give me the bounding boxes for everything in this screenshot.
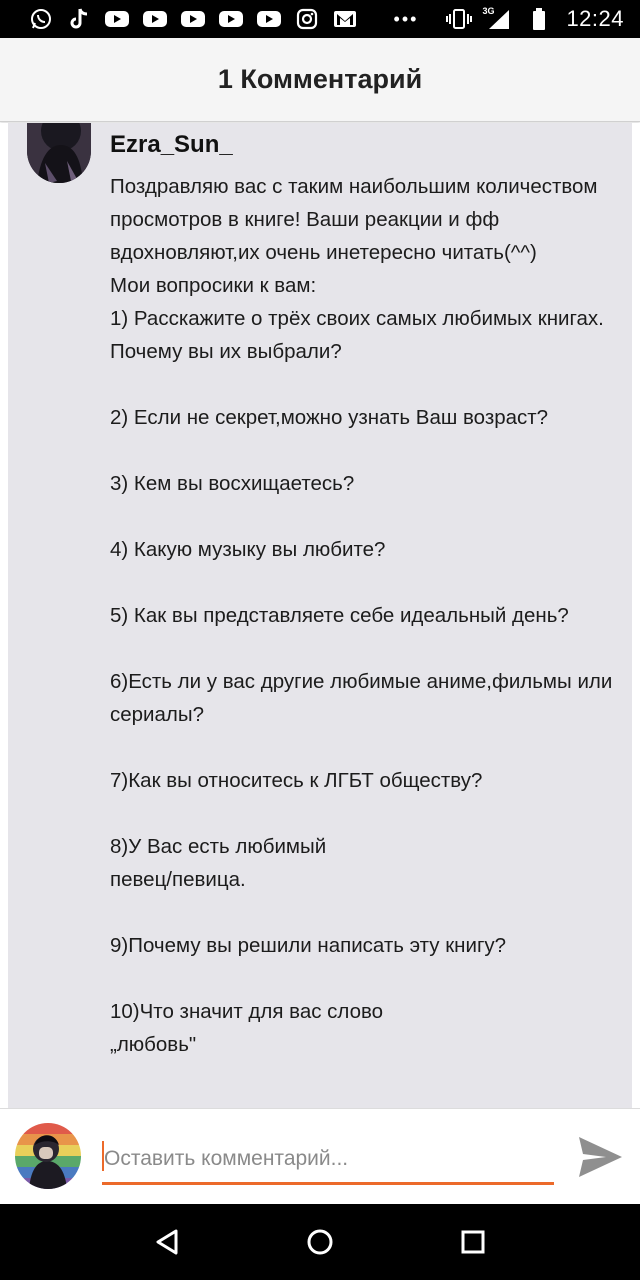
youtube-icon xyxy=(180,8,206,30)
comment-item xyxy=(8,123,632,1108)
youtube-icon xyxy=(104,8,130,30)
youtube-icon xyxy=(218,8,244,30)
battery-icon xyxy=(526,8,552,30)
tiktok-icon xyxy=(66,8,92,30)
home-button[interactable] xyxy=(300,1222,340,1262)
home-icon xyxy=(306,1228,334,1256)
comment-text: Поздравляю вас с таким наибольшим количеством просмотров в книге! Ваши реакции и фф вдохновляют,их очень инетересно читать(^^) Мои вопросики к вам: 1) Расскажите о трёх своих самых любимых книгах. Почему вы их выбрали? 2) Если не секрет,можно узнать Ваш возраст? 3) Кем вы восхищаетесь? 4) Какую музыку вы любите? 5) Как вы представляете себе идеальный день? 6)Есть ли у вас другие любимые аниме,фильмы или сериалы? 7)Как вы относитесь к ЛГБТ обществу? 8)У Вас есть любимый певец/певица. 9)Почему вы решили написать эту книгу? 10)Что значит для вас слово „любовь" xyxy=(110,175,613,1056)
whatsapp-icon xyxy=(28,8,54,30)
youtube-icon xyxy=(142,8,168,30)
comment-input[interactable] xyxy=(102,1135,554,1185)
recents-icon xyxy=(460,1229,486,1255)
comment-compose-bar xyxy=(0,1108,640,1204)
comments-header xyxy=(0,38,640,122)
comment-author-avatar[interactable] xyxy=(27,123,91,183)
notification-icons xyxy=(28,8,358,30)
vibrate-icon xyxy=(446,8,472,30)
page-title: 1 Комментарий xyxy=(217,64,423,94)
instagram-icon xyxy=(294,8,320,30)
signal-icon xyxy=(482,6,512,30)
system-status xyxy=(376,6,624,32)
send-button[interactable] xyxy=(574,1131,626,1183)
back-icon xyxy=(154,1228,180,1256)
send-icon xyxy=(576,1134,624,1180)
gmail-icon xyxy=(332,8,358,30)
back-button[interactable] xyxy=(147,1222,187,1262)
youtube-icon xyxy=(256,8,282,30)
user-avatar[interactable] xyxy=(15,1123,81,1189)
network-type: 3G xyxy=(482,6,495,16)
more-notifications-icon: ••• xyxy=(393,8,419,29)
comment-list[interactable] xyxy=(0,123,640,1108)
status-bar xyxy=(0,0,640,38)
clock: 12:24 xyxy=(566,6,624,31)
text-cursor xyxy=(102,1141,104,1171)
recents-button[interactable] xyxy=(453,1222,493,1262)
comment-author-name[interactable]: Ezra_Sun_ xyxy=(110,131,233,158)
system-nav-bar xyxy=(0,1204,640,1280)
